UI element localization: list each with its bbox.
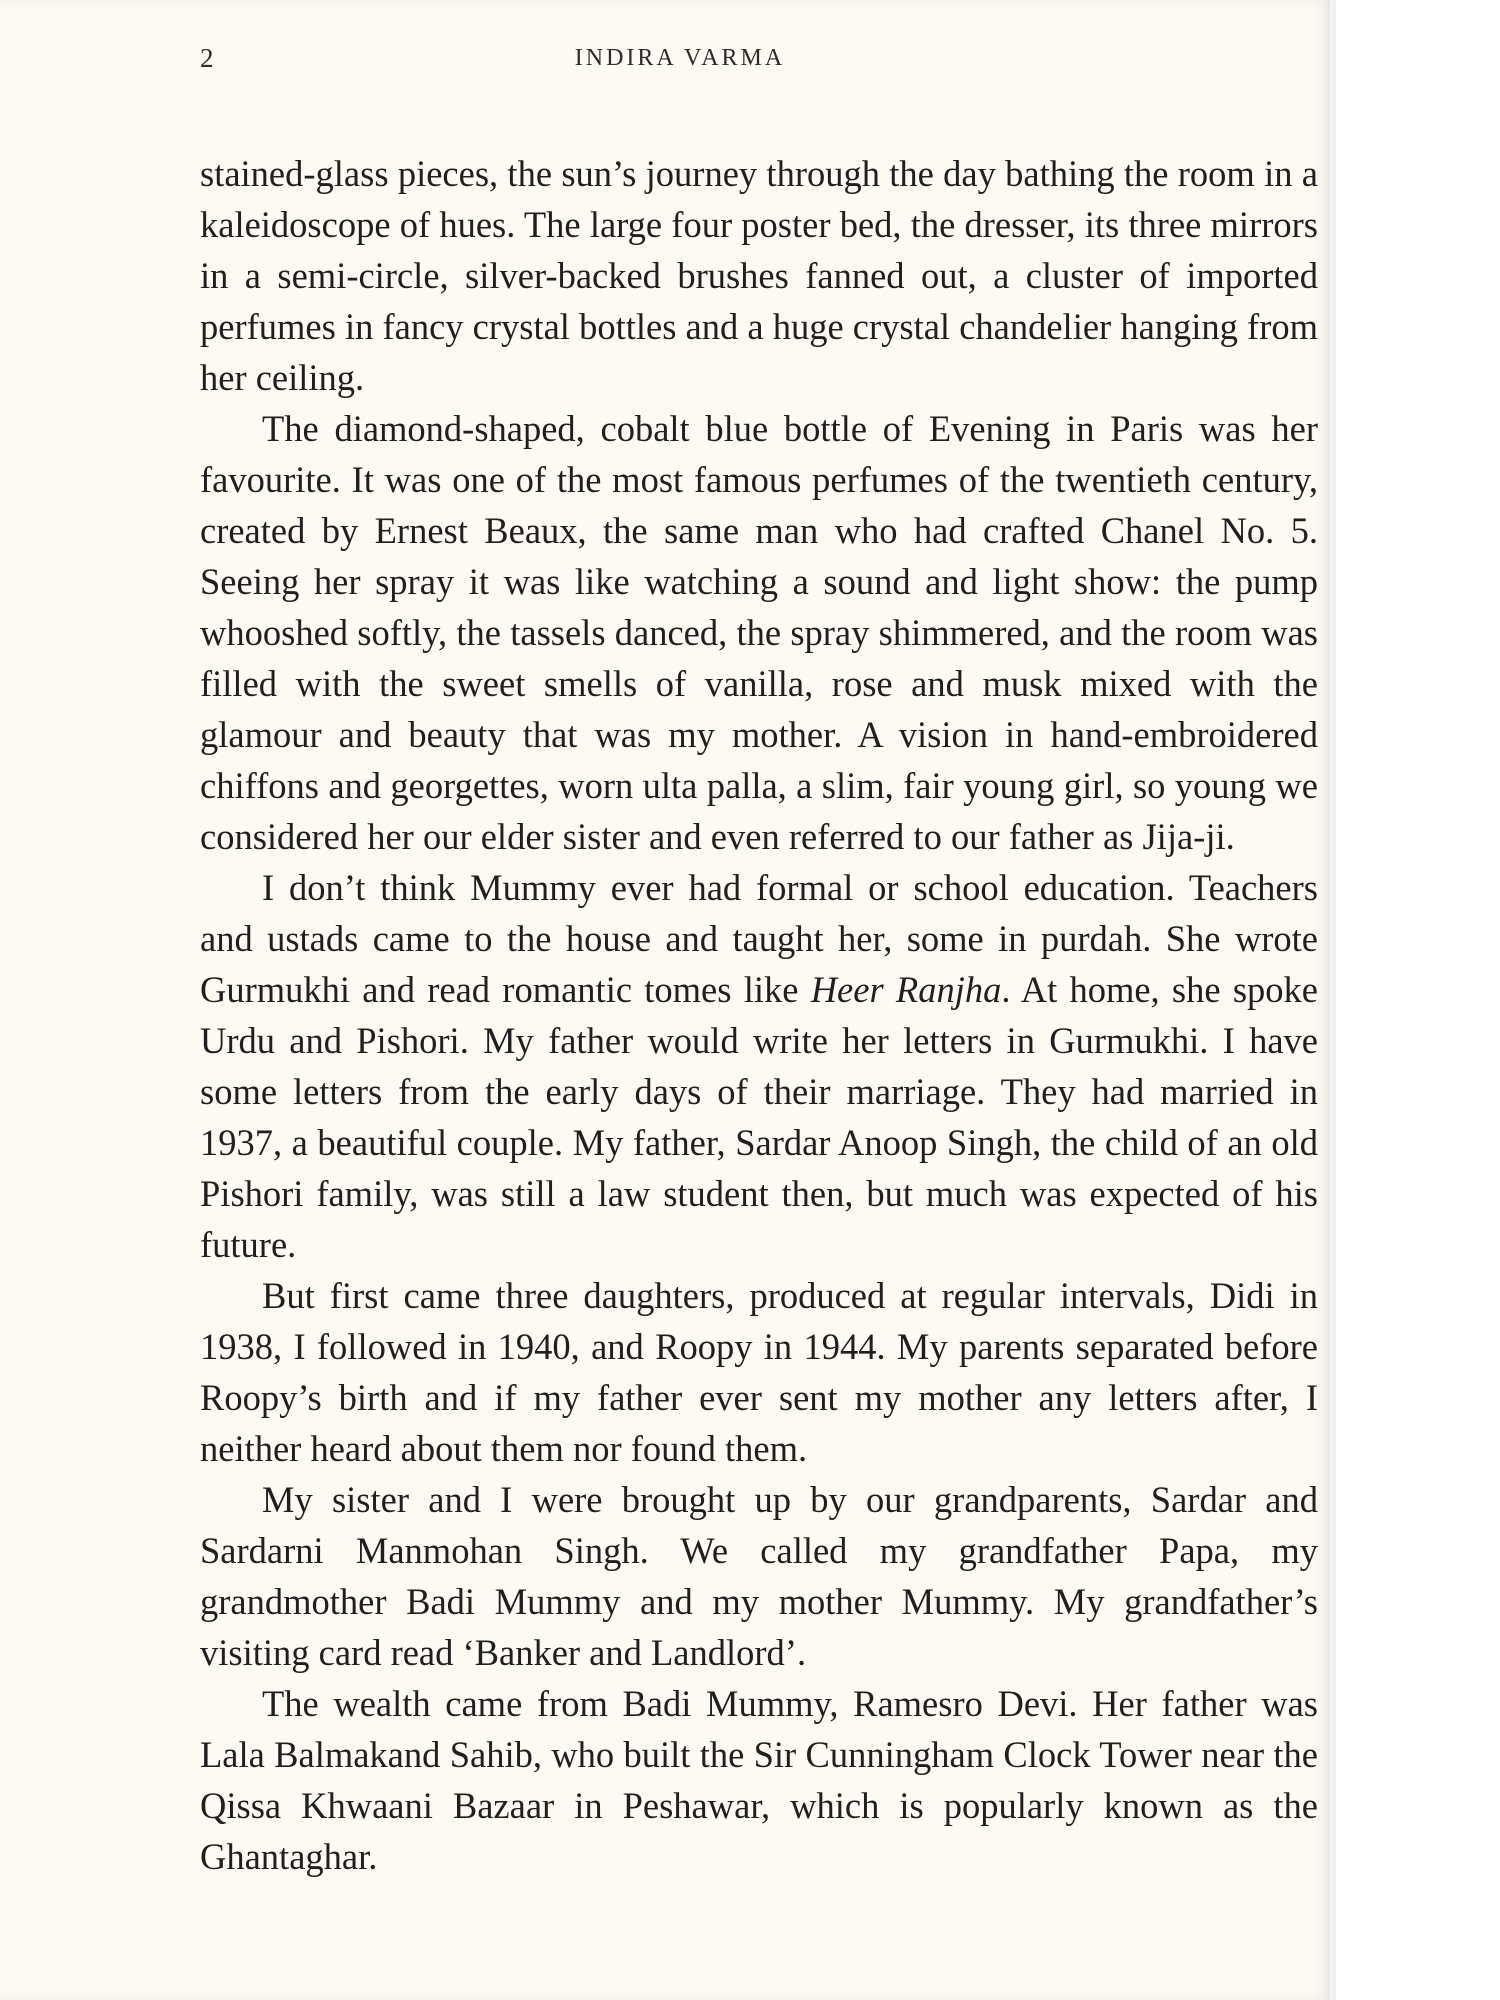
paragraph-3-text-start: I don’t think Mummy ever had formal or school education. Teachers and ustads came to the house and taught her, some in purdah. She wrote Gurmukhi and read romantic tomes like bbox=[200, 867, 1318, 1010]
paragraph-1: stained-glass pieces, the sun’s journey through the day bathing the room in a kaleidoscope of hues. The large four poster bed, the dresser, its three mirrors in a semi-circle, silver-backed brushes fanned out, a cluster of imported perfumes in fancy crystal bottles and a huge crystal chandelier hanging from her ceiling. bbox=[200, 153, 1318, 398]
page-number: 2 bbox=[200, 43, 214, 73]
page-edge-shadow bbox=[1322, 0, 1336, 2000]
paragraph-3-text-end: . At home, she spoke Urdu and Pishori. My father would write her letters in Gurmukhi. I have some letters from the early days of their marriage. They had married in 1937, a beautiful couple. My father, Sardar Anoop Singh, the child of an old Pishori family, was still a law student then, but much was expected of his future. bbox=[200, 969, 1318, 1265]
body-text bbox=[200, 148, 1318, 1882]
paragraph-6: The wealth came from Badi Mummy, Ramesro Devi. Her father was Lala Balmakand Sahib, who built the Sir Cunningham Clock Tower near the Qissa Khwaani Bazaar in Peshawar, which is popularly known as the Ghantaghar. bbox=[200, 1683, 1318, 1877]
paragraph-3 bbox=[200, 862, 1318, 1270]
paragraph-4: But first came three daughters, produced at regular intervals, Didi in 1938, I followed in 1940, and Roopy in 1944. My parents separated before Roopy’s birth and if my father ever sent my mother any letters after, I neither heard about them nor found them. bbox=[200, 1275, 1318, 1469]
paragraph-2: The diamond-shaped, cobalt blue bottle of Evening in Paris was her favourite. It was one of the most famous perfumes of the twentieth century, created by Ernest Beaux, the same man who had crafted Chanel No. 5. Seeing her spray it was like watching a sound and light show: the pump whooshed softly, the tassels danced, the spray shimmered, and the room was filled with the sweet smells of vanilla, rose and musk mixed with the glamour and beauty that was my mother. A vision in hand-embroidered chiffons and georgettes, worn ulta palla, a slim, fair young girl, so young we considered her our elder sister and even referred to our father as Jija-ji. bbox=[200, 408, 1318, 857]
book-title-heer-ranjha: Heer Ranjha bbox=[810, 969, 1002, 1010]
page-header bbox=[200, 38, 1320, 78]
running-head-author: INDIRA VARMA bbox=[574, 45, 786, 71]
paragraph-5: My sister and I were brought up by our grandparents, Sardar and Sardarni Manmohan Singh. We called my grandfather Papa, my grandmother Badi Mummy and my mother Mummy. My grandfather’s visiting card read ‘Banker and Landlord’. bbox=[200, 1479, 1318, 1673]
